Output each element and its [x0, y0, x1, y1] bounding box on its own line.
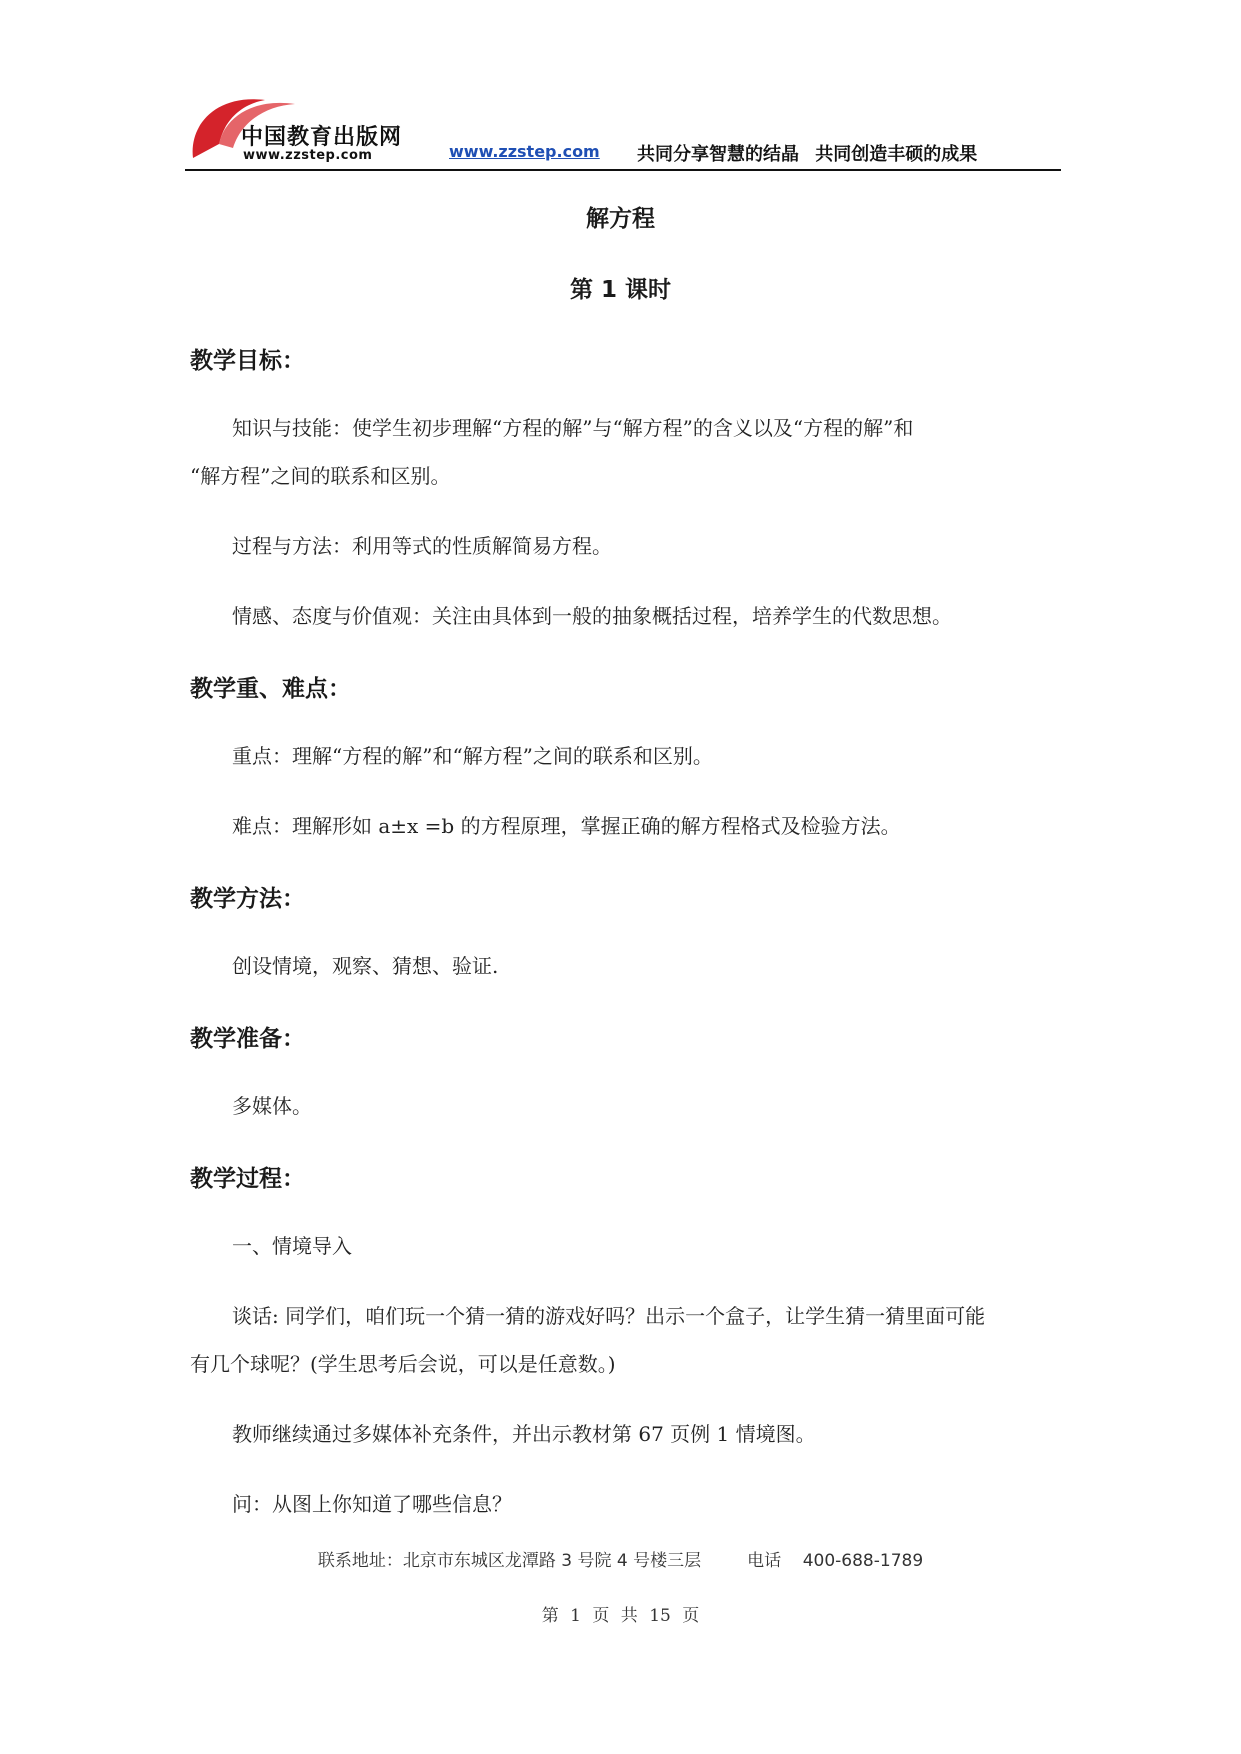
procedure-teacher: 教师继续通过多媒体补充条件，并出示教材第 67 页例 1 情境图。: [232, 1422, 816, 1446]
methods-text: 创设情境，观察、猜想、验证.: [232, 954, 499, 978]
zzstep-logo: [185, 86, 403, 166]
phone-number: 400-688-1789: [802, 1551, 924, 1571]
objective-knowledge-line1: 知识与技能：使学生初步理解“方程的解”与“解方程”的含义以及“方程的解”和: [232, 416, 914, 440]
phone-label: 电话: [747, 1551, 782, 1571]
site-link[interactable]: www.zzstep.com: [449, 142, 600, 161]
header-slogan: 共同分享智慧的结晶 共同创造丰硕的成果: [637, 144, 978, 165]
key-point-text: 重点：理解“方程的解”和“解方程”之间的联系和区别。: [232, 744, 713, 768]
page-header: [185, 80, 1061, 170]
heading-preparation: 教学准备：: [190, 1026, 305, 1052]
address-label: 联系地址：: [317, 1551, 403, 1571]
lesson-subtitle: 第 1 课时: [569, 277, 672, 303]
logo-url-text: www.zzstep.com: [243, 148, 373, 163]
address-text: 北京市东城区龙潭路 3 号院 4 号楼三层: [402, 1551, 702, 1571]
procedure-step1: 一、情境导入: [232, 1234, 352, 1258]
difficult-point-text: 难点：理解形如 a±x =b 的方程原理，掌握正确的解方程格式及检验方法。: [232, 814, 901, 838]
footer-address: [0, 1546, 1241, 1571]
procedure-talk-line2: 有几个球呢？(学生思考后会说，可以是任意数。): [190, 1352, 616, 1376]
heading-procedure: 教学过程：: [190, 1166, 305, 1192]
preparation-text: 多媒体。: [232, 1094, 312, 1118]
heading-methods: 教学方法：: [190, 886, 305, 912]
procedure-question: 问：从图上你知道了哪些信息？: [232, 1492, 512, 1516]
heading-key-points: 教学重、难点：: [190, 676, 351, 702]
header-divider: [185, 169, 1061, 171]
page-number: 第 1 页 共 15 页: [541, 1606, 700, 1626]
objective-process: 过程与方法：利用等式的性质解简易方程。: [232, 534, 612, 558]
objective-emotion: 情感、态度与价值观：关注由具体到一般的抽象概括过程，培养学生的代数思想。: [232, 604, 952, 628]
logo-chinese-text: 中国教育出版网: [241, 124, 403, 150]
objective-knowledge-line2: “解方程”之间的联系和区别。: [190, 464, 451, 488]
document-title: 解方程: [586, 206, 655, 232]
procedure-talk-line1: 谈话: 同学们，咱们玩一个猜一猜的游戏好吗？出示一个盒子，让学生猜一猜里面可能: [232, 1304, 986, 1328]
heading-objectives: 教学目标：: [190, 348, 305, 374]
